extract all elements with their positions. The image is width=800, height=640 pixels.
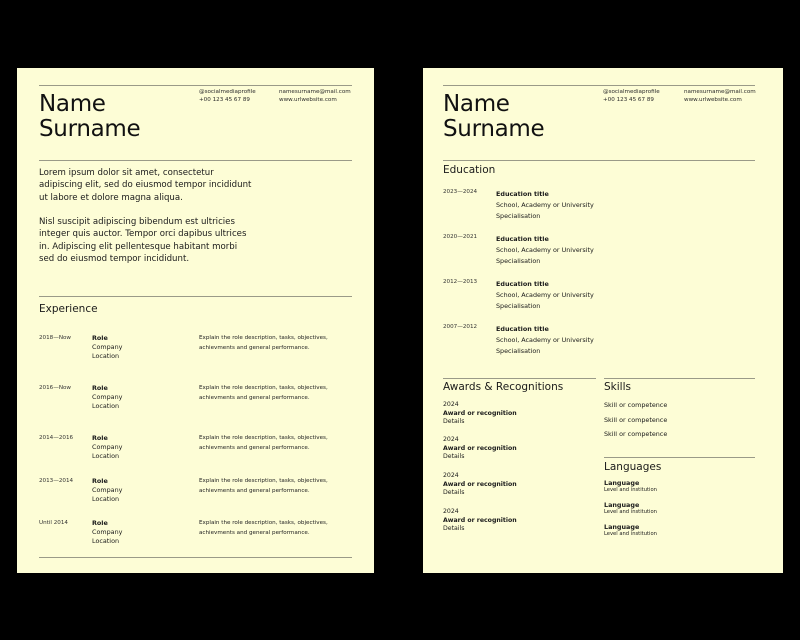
experience-description-line: Explain the role description, tasks, objectives, — [199, 435, 328, 441]
language-level: Level and institution — [604, 509, 657, 516]
language-name: Language — [604, 501, 640, 509]
experience-description-line: Explain the role description, tasks, objectives, — [199, 335, 328, 341]
language-name: Language — [604, 479, 640, 487]
experience-location: Location — [92, 351, 120, 360]
education-item — [443, 279, 643, 319]
website-url: www.urlwebsite.com — [279, 96, 337, 103]
experience-item — [39, 434, 339, 468]
language-item — [604, 502, 657, 516]
award-item — [443, 508, 517, 534]
education-title: Education title — [496, 235, 549, 243]
award-year: 2024 — [443, 508, 459, 515]
experience-description — [199, 477, 344, 496]
experience-heading: Experience — [39, 303, 98, 315]
email-address: namesurname@mail.com — [684, 89, 756, 95]
award-title: Award or recognition — [443, 409, 517, 417]
resume-page-2 — [423, 68, 783, 573]
education-date: 2012—2013 — [443, 279, 478, 285]
experience-role-block — [92, 477, 122, 503]
education-school: School, Academy or University — [496, 246, 594, 254]
experience-date: 2013—2014 — [39, 478, 74, 484]
experience-company: Company — [92, 342, 123, 351]
experience-description-line: achievments and general performance. — [199, 344, 310, 351]
contact-social-phone — [603, 89, 660, 104]
experience-location: Location — [92, 401, 120, 410]
experience-item — [39, 477, 339, 511]
education-date: 2007—2012 — [443, 324, 478, 330]
top-rule — [39, 85, 352, 86]
award-title: Award or recognition — [443, 516, 517, 524]
education-date: 2020—2021 — [443, 234, 478, 240]
bottom-rule — [39, 557, 352, 558]
award-title: Award or recognition — [443, 480, 517, 488]
experience-role-block — [92, 384, 122, 410]
experience-description — [199, 519, 344, 538]
experience-company: Company — [92, 392, 123, 401]
skill-item: Skill or competence — [604, 416, 668, 424]
education-title: Education title — [496, 280, 549, 288]
phone-number: +00 123 45 67 89 — [199, 96, 250, 103]
experience-role-block — [92, 434, 122, 460]
award-year: 2024 — [443, 472, 459, 479]
skill-item: Skill or competence — [604, 401, 668, 409]
experience-description-line: Explain the role description, tasks, objectives, — [199, 385, 328, 391]
language-level: Level and institution — [604, 487, 657, 494]
experience-role: Role — [92, 519, 108, 527]
education-school: School, Academy or University — [496, 201, 594, 209]
phone-number: +00 123 45 67 89 — [603, 96, 654, 103]
top-rule — [443, 85, 755, 86]
full-name — [39, 92, 140, 142]
education-info — [496, 279, 594, 312]
experience-role: Role — [92, 434, 108, 442]
award-details: Details — [443, 489, 465, 496]
experience-item — [39, 519, 339, 553]
language-name: Language — [604, 523, 640, 531]
resume-page-1 — [17, 68, 374, 573]
last-name: Surname — [443, 116, 545, 142]
experience-item — [39, 384, 339, 418]
award-item — [443, 436, 517, 462]
last-name: Surname — [39, 116, 141, 142]
education-info — [496, 234, 594, 267]
language-item — [604, 480, 657, 494]
first-name: Name — [39, 91, 106, 117]
education-info — [496, 189, 594, 222]
experience-description — [199, 384, 344, 403]
header-divider — [39, 160, 352, 161]
award-item — [443, 472, 517, 498]
experience-description — [199, 334, 344, 353]
experience-role: Role — [92, 334, 108, 342]
award-details: Details — [443, 453, 465, 460]
education-specialisation: Specialisation — [496, 212, 541, 220]
skill-item: Skill or competence — [604, 430, 668, 438]
experience-role: Role — [92, 477, 108, 485]
award-details: Details — [443, 525, 465, 532]
awards-heading: Awards & Recognitions — [443, 381, 564, 393]
experience-company: Company — [92, 527, 123, 536]
social-handle: @socialmediaprofile — [603, 89, 660, 95]
intro-paragraph-2: Nisl suscipit adipiscing bibendum est ultricies integer quis auctor. Tempor orci dapibus ultrices in. Adipiscing elit pellentesque habitant morbi sed do eiusmod tempor incididunt. — [39, 217, 247, 264]
email-address: namesurname@mail.com — [279, 89, 351, 95]
experience-date: Until 2014 — [39, 520, 68, 526]
first-name: Name — [443, 91, 510, 117]
awards-divider — [443, 378, 596, 379]
experience-item — [39, 334, 339, 368]
education-title: Education title — [496, 190, 549, 198]
experience-location: Location — [92, 536, 120, 545]
experience-description — [199, 434, 344, 453]
intro-paragraph-1: Lorem ipsum dolor sit amet, consectetur adipiscing elit, sed do eiusmod tempor incididunt ut labore et dolore magna aliqua. — [39, 168, 252, 203]
education-title: Education title — [496, 325, 549, 333]
full-name — [443, 92, 544, 142]
contact-email-web — [279, 89, 351, 104]
education-school: School, Academy or University — [496, 291, 594, 299]
award-year: 2024 — [443, 401, 459, 408]
award-details: Details — [443, 418, 465, 425]
education-item — [443, 189, 643, 229]
experience-date: 2014—2016 — [39, 435, 74, 441]
website-url: www.urlwebsite.com — [684, 96, 742, 103]
experience-role: Role — [92, 384, 108, 392]
skills-divider — [604, 378, 755, 379]
skills-heading: Skills — [604, 381, 631, 393]
education-school: School, Academy or University — [496, 336, 594, 344]
education-heading: Education — [443, 164, 496, 176]
experience-date: 2018—Now — [39, 335, 72, 341]
award-item — [443, 401, 517, 427]
header-divider — [443, 160, 755, 161]
contact-email-web — [684, 89, 756, 104]
award-year: 2024 — [443, 436, 459, 443]
education-item — [443, 324, 643, 364]
experience-role-block — [92, 519, 122, 545]
intro-divider — [39, 296, 352, 297]
experience-description-line: achievments and general performance. — [199, 444, 310, 451]
language-level: Level and institution — [604, 531, 657, 538]
education-date: 2023—2024 — [443, 189, 478, 195]
award-title: Award or recognition — [443, 444, 517, 452]
languages-divider — [604, 457, 755, 458]
experience-description-line: achievments and general performance. — [199, 529, 310, 536]
education-specialisation: Specialisation — [496, 302, 541, 310]
experience-role-block — [92, 334, 122, 360]
experience-company: Company — [92, 485, 123, 494]
education-info — [496, 324, 594, 357]
education-item — [443, 234, 643, 274]
experience-location: Location — [92, 494, 120, 503]
experience-description-line: Explain the role description, tasks, objectives, — [199, 520, 328, 526]
experience-company: Company — [92, 442, 123, 451]
contact-social-phone — [199, 89, 256, 104]
experience-description-line: Explain the role description, tasks, objectives, — [199, 478, 328, 484]
education-specialisation: Specialisation — [496, 257, 541, 265]
languages-heading: Languages — [604, 461, 662, 473]
language-item — [604, 524, 657, 538]
experience-description-line: achievments and general performance. — [199, 487, 310, 494]
education-specialisation: Specialisation — [496, 347, 541, 355]
experience-date: 2016—Now — [39, 385, 72, 391]
social-handle: @socialmediaprofile — [199, 89, 256, 95]
experience-location: Location — [92, 451, 120, 460]
experience-description-line: achievments and general performance. — [199, 394, 310, 401]
